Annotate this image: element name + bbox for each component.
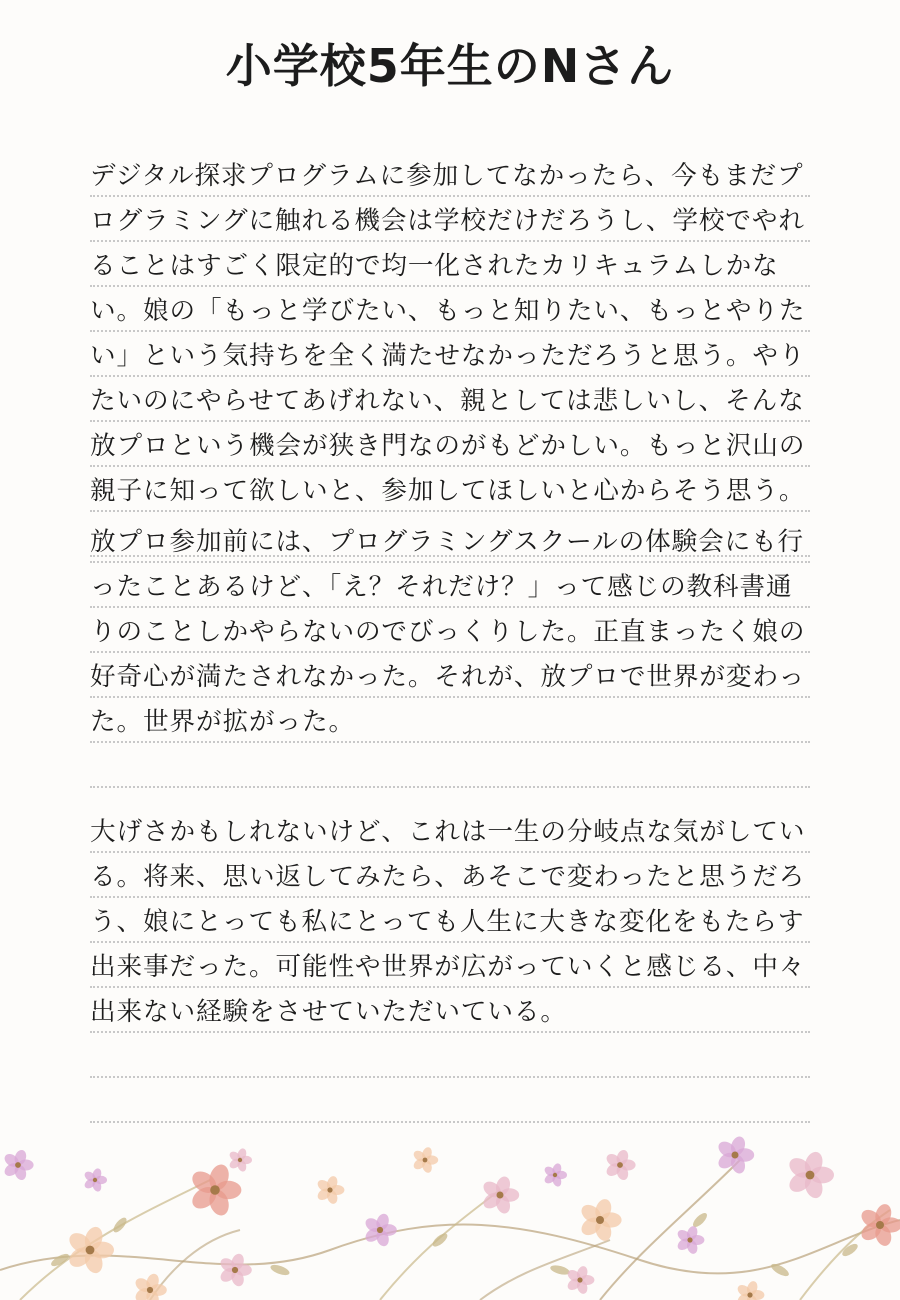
text-line: ログラミングに触れる機会は学校だけだろうし、学校でやれ: [90, 197, 810, 242]
text-line: りのことしかやらないのでびっくりした。正直まったく娘の: [90, 608, 810, 653]
flower-icon: [858, 1202, 900, 1248]
flower-icon: [228, 1147, 252, 1172]
text-line: 出来事だった。可能性や世界が広がっていくと感じる、中々: [90, 943, 810, 988]
flower-icon: [2, 1148, 33, 1181]
flower-icon: [83, 1167, 107, 1192]
text-line: た。世界が拡がった。: [90, 698, 810, 743]
paragraph-3: [90, 808, 810, 1123]
text-line: ることはすごく限定的で均一化されたカリキュラムしかな: [90, 242, 810, 287]
text-line: 大げさかもしれないけど、これは一生の分岐点な気がしてい: [90, 808, 810, 853]
text-line: 放プロ参加前には、プログラミングスクールの体験会にも行: [90, 518, 810, 563]
flower-icon: [565, 1265, 594, 1295]
paragraph-2: [90, 518, 810, 788]
paragraph-1: [90, 152, 810, 557]
flower-icon: [188, 1162, 241, 1218]
flower-icon: [604, 1148, 635, 1181]
flower-icon: [480, 1175, 519, 1216]
text-line: 出来ない経験をさせていただいている。: [90, 988, 810, 1033]
text-line: 放プロという機会が狭き門なのがもどかしい。もっと沢山の: [90, 422, 810, 467]
text-line: る。将来、思い返してみたら、あそこで変わったと思うだろ: [90, 853, 810, 898]
flower-icon: [218, 1252, 252, 1288]
text-line: う、娘にとっても私にとっても人生に大きな変化をもたらす: [90, 898, 810, 943]
ruled-line: [90, 743, 810, 788]
text-line: 親子に知って欲しいと、参加してほしいと心からそう思う。: [90, 467, 810, 512]
flower-icon: [412, 1146, 439, 1174]
text-line: たいのにやらせてあげれない、親としては悲しいし、そんな: [90, 377, 810, 422]
ruled-line: [90, 1078, 810, 1123]
text-line: い」という気持ちを全く満たせなかっただろうと思う。やり: [90, 332, 810, 377]
flower-icon: [315, 1175, 344, 1205]
flower-icon: [133, 1272, 167, 1300]
text-line: 好奇心が満たされなかった。それが、放プロで世界が変わっ: [90, 653, 810, 698]
flower-icon: [786, 1150, 834, 1201]
flower-icon: [543, 1162, 567, 1187]
ruled-line: [90, 1033, 810, 1078]
text-line: デジタル探求プログラムに参加してなかったら、今もまだプ: [90, 152, 810, 197]
flower-icon: [735, 1280, 764, 1300]
text-line: ったことあるけど、「え？それだけ？」って感じの教科書通: [90, 563, 810, 608]
flower-icon: [578, 1197, 622, 1243]
flower-icon: [66, 1225, 114, 1276]
floral-border-decoration: [0, 1120, 900, 1300]
page-title: 小学校5年生のNさん: [225, 39, 675, 93]
flower-icon: [715, 1135, 754, 1176]
flower-icon: [363, 1212, 397, 1248]
flower-icon: [675, 1225, 704, 1255]
text-line: い。娘の「もっと学びたい、もっと知りたい、もっとやりた: [90, 287, 810, 332]
